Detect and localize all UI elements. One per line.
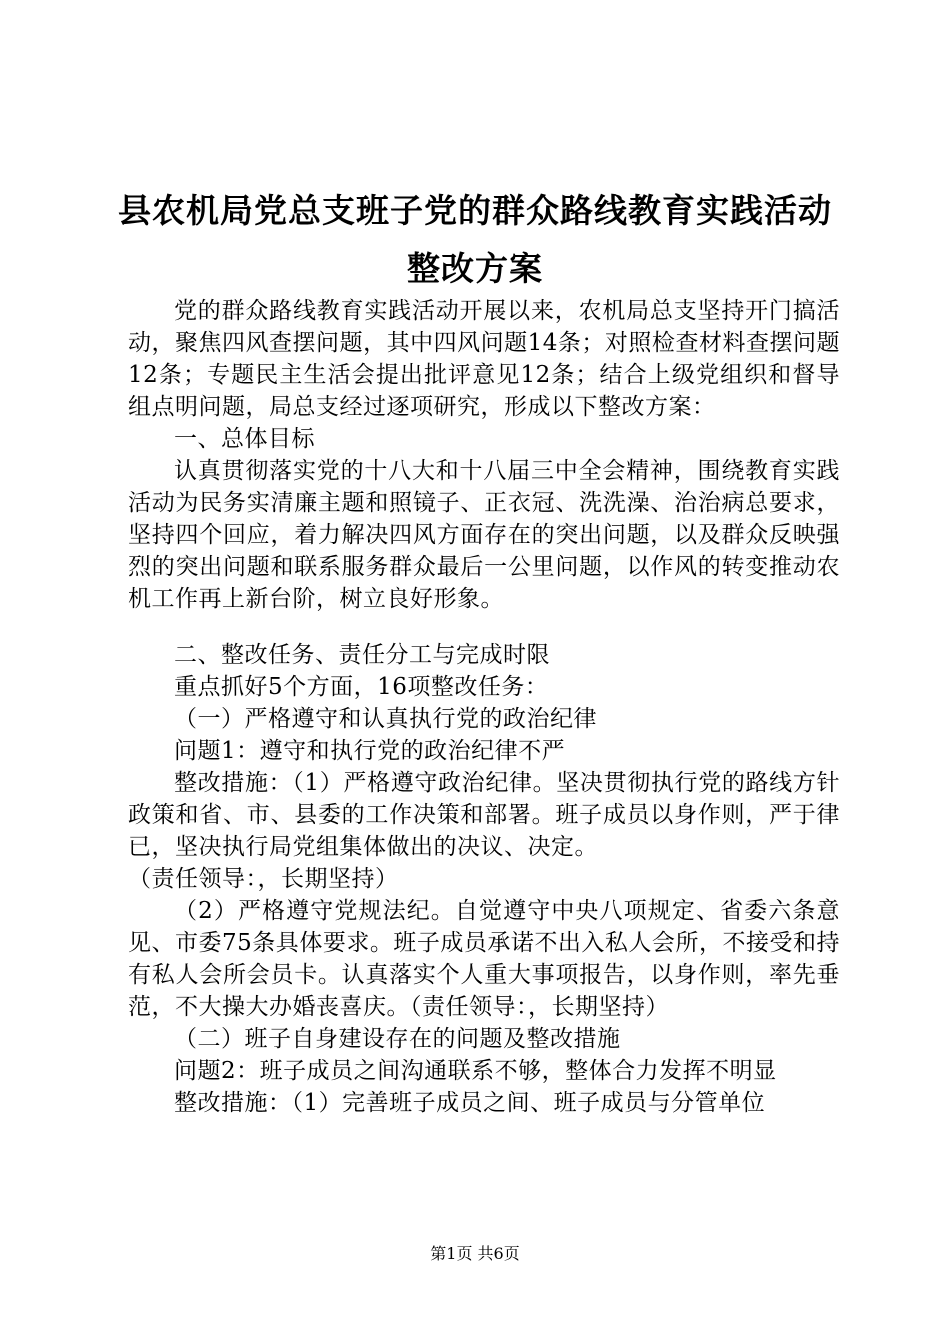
- heading-rectification-tasks: 二、整改任务、责任分工与完成时限: [174, 642, 550, 668]
- page-number: 第1页 共6页: [430, 1244, 520, 1263]
- document-body: [128, 295, 840, 1119]
- responsibility-note-1: （责任领导：，长期坚持）: [128, 866, 399, 892]
- measure-2-1: 整改措施：（1）完善班子成员之间、班子成员与分管单位: [174, 1090, 766, 1116]
- subheading-political-discipline: （一）严格遵守和认真执行党的政治纪律: [174, 706, 597, 732]
- heading-overall-goal: 一、总体目标: [174, 426, 315, 452]
- measure-1-1: 整改措施：（1）严格遵守政治纪律。坚决贯彻执行党的路线方针政策和省、市、县委的工作决策和部署。班子成员以身作则，严于律已，坚决执行局党组集体做出的决议、决定。: [128, 770, 840, 860]
- paragraph-overall-goal: 认真贯彻落实党的十八大和十八届三中全会精神，围绕教育实践活动为民务实清廉主题和照镜子、正衣冠、洗洗澡、治治病总要求，坚持四个回应，着力解决四风方面存在的突出问题，以及群众反映强烈的突出问题和联系服务群众最后一公里问题，以作风的转变推动农机工作再上新台阶，树立良好形象。: [128, 458, 840, 612]
- issue-1: 问题1：遵守和执行党的政治纪律不严: [174, 738, 566, 764]
- issue-2: 问题2：班子成员之间沟通联系不够，整体合力发挥不明显: [174, 1058, 777, 1084]
- measure-1-2: （2）严格遵守党规法纪。自觉遵守中央八项规定、省委六条意见、市委75条具体要求。班子成员承诺不出入私人会所，不接受和持有私人会所会员卡。认真落实个人重大事项报告，以身作则，率先垂范，不大操大办婚丧喜庆。（责任领导：，长期坚持）: [128, 898, 840, 1020]
- document-title: 县农机局党总支班子党的群众路线教育实践活动整改方案: [118, 191, 832, 288]
- paragraph-task-summary: 重点抓好5个方面，16项整改任务：: [174, 674, 549, 700]
- subheading-team-building: （二）班子自身建设存在的问题及整改措施: [174, 1026, 621, 1052]
- paragraph-intro: 党的群众路线教育实践活动开展以来，农机局总支坚持开门搞活动，聚焦四风查摆问题，其中四风问题14条；对照检查材料查摆问题12条；专题民主生活会提出批评意见12条；结合上级党组织和督导组点明问题，局总支经过逐项研究，形成以下整改方案：: [128, 298, 840, 420]
